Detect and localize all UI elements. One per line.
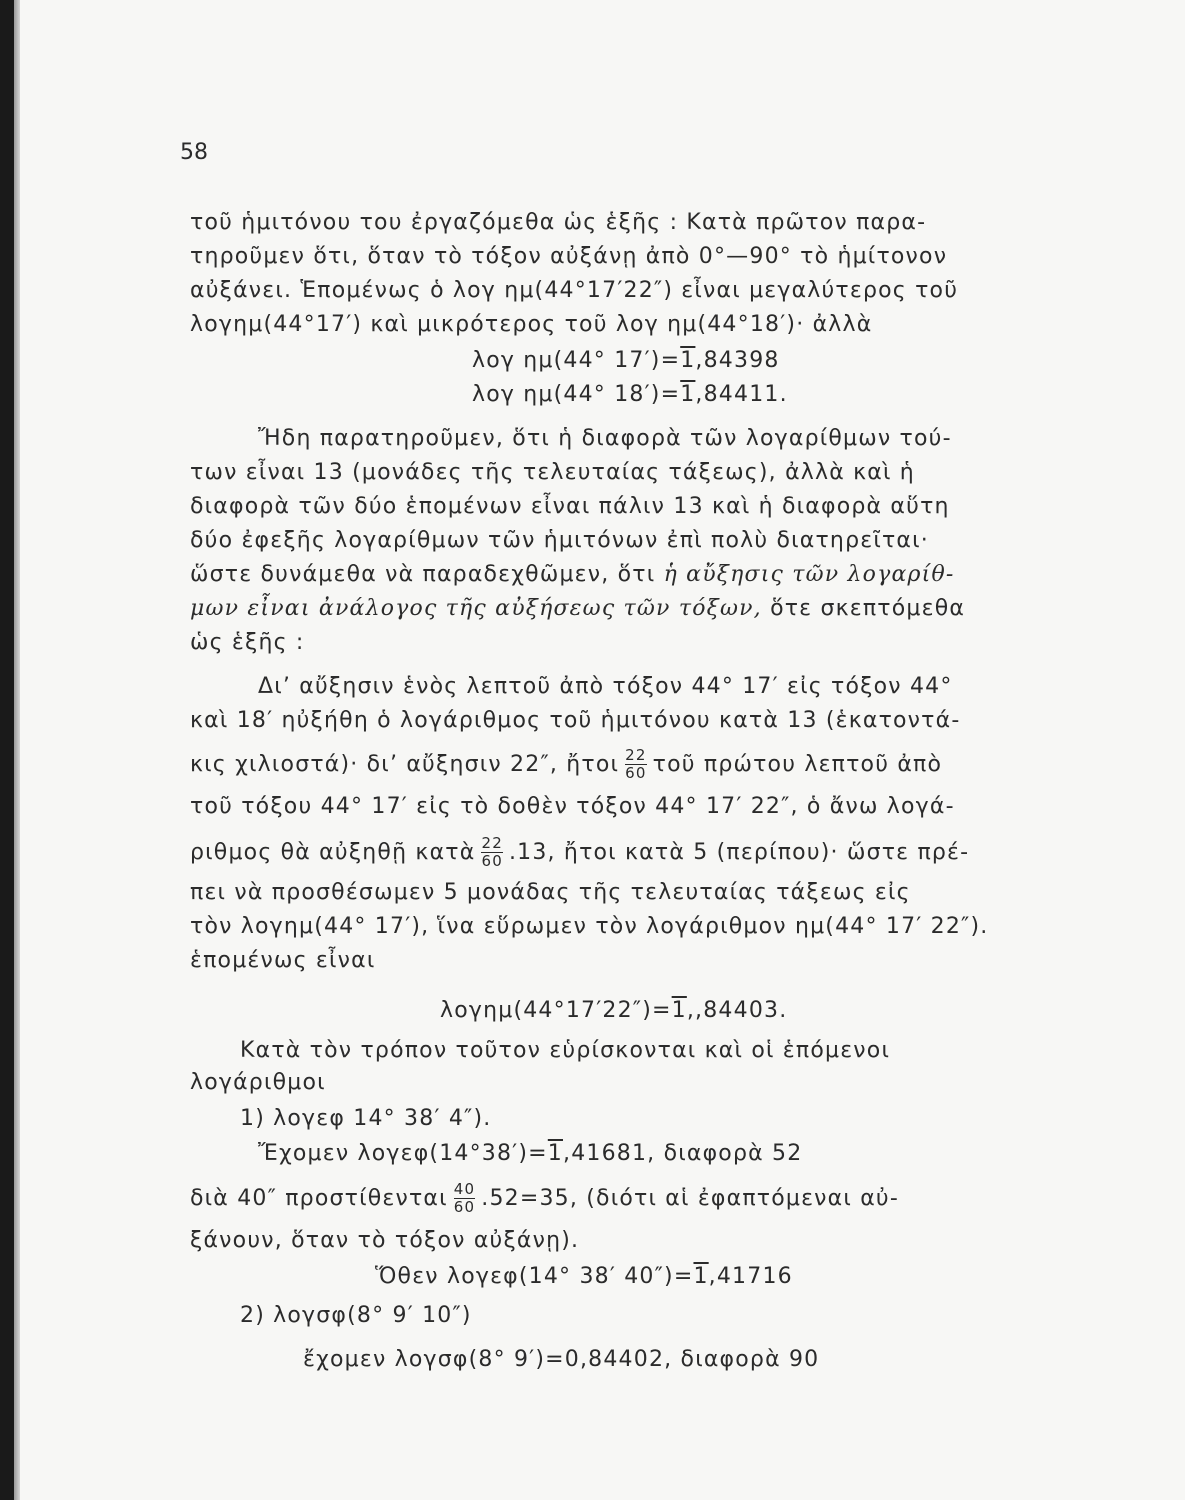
text-line: των εἶναι 13 (μονάδες τῆς τελευταίας τάξεως), ἀλλὰ καὶ ἡ: [190, 460, 915, 485]
italic-phrase: ἡ αὔξησις τῶν λογαρίθ-: [663, 562, 955, 587]
text-line: λογημ(44°17′) καὶ μικρότερος τοῦ λογ ημ(44°18′)· ἀλλὰ: [190, 312, 873, 337]
text-span: διὰ 40″ προστίθενται: [190, 1185, 448, 1211]
eq-prefix: λογ ημ(44° 17′)=: [472, 348, 681, 373]
eq-prefix: λογημ(44°17′22″)=: [440, 998, 672, 1023]
fraction-num: 40: [453, 1180, 476, 1198]
fraction-den: 60: [481, 851, 503, 870]
text-line: ξάνουν, ὅταν τὸ τόξον αὐξάνῃ).: [190, 1228, 580, 1253]
text-line: [190, 598, 965, 620]
fraction-den: 60: [453, 1197, 476, 1216]
eq-value: ,,84403.: [686, 998, 788, 1023]
text-line: τοῦ τόξου 44° 17′ εἰς τὸ δοθὲν τόξον 44° 17′ 22″, ὁ ἄνω λογά-: [190, 794, 955, 819]
page-number: 58: [180, 140, 208, 165]
text-line: [190, 564, 955, 586]
text-line: καὶ 18′ ηὐξήθη ὁ λογάριθμος τοῦ ἡμιτόνου κατὰ 13 (ἑκατοντά-: [190, 708, 961, 733]
fraction-num: 22: [481, 834, 503, 852]
eq-value: ,84398: [695, 348, 780, 373]
eq-bar: 1: [671, 998, 687, 1023]
list-item: 1) λογεφ 14° 38′ 4″).: [240, 1106, 492, 1131]
text-line: πει νὰ προσθέσωμεν 5 μονάδας τῆς τελευταίας τάξεως εἰς: [190, 880, 911, 905]
fraction-num: 22: [625, 746, 647, 764]
text-line: τοῦ ἡμιτόνου του ἐργαζόμεθα ὡς ἑξῆς : Κατὰ πρῶτον παρα-: [190, 210, 927, 235]
text-span: ριθμος θὰ αὐξηθῇ κατὰ: [190, 839, 476, 865]
equation: [440, 1000, 787, 1022]
text-span: ὥστε δυνάμεθα νὰ παραδεχθῶμεν, ὅτι: [190, 562, 656, 587]
fraction: [454, 1182, 476, 1216]
eq-bar: 1: [693, 1264, 709, 1289]
fraction: [481, 836, 503, 870]
text-line: Δι’ αὔξησιν ἑνὸς λεπτοῦ ἀπὸ τόξον 44° 17′ εἰς τόξον 44°: [258, 674, 953, 699]
text-line: τὸν λογημ(44° 17′), ἵνα εὕρωμεν τὸν λογάριθμον ημ(44° 17′ 22″).: [190, 914, 989, 939]
eq-value: ,41716: [708, 1264, 793, 1289]
text-line: δύο ἐφεξῆς λογαρίθμων τῶν ἡμιτόνων ἐπὶ πολὺ διατηρεῖται·: [190, 528, 929, 553]
text-line: ἔχομεν λογσφ(8° 9′)=0,84402, διαφορὰ 90: [303, 1347, 820, 1372]
text-line: Ἤδη παρατηροῦμεν, ὅτι ἡ διαφορὰ τῶν λογαρίθμων τού-: [258, 426, 952, 451]
text-line: αὐξάνει. Ἑπομένως ὁ λογ ημ(44°17′22″) εἶναι μεγαλύτερος τοῦ: [190, 278, 959, 303]
text-line: [190, 836, 969, 870]
eq-bar: 1: [680, 348, 696, 373]
text-span: ὅτε σκεπτόμεθα: [770, 596, 966, 621]
scan-edge: [0, 0, 14, 1500]
eq-bar: 1: [680, 382, 696, 407]
eq-prefix: Ὅθεν λογεφ(14° 38′ 40″)=: [375, 1264, 694, 1289]
eq-prefix: λογ ημ(44° 18′)=: [472, 382, 681, 407]
text-line: διαφορὰ τῶν δύο ἑπομένων εἶναι πάλιν 13 καὶ ἡ διαφορὰ αὕτη: [190, 494, 950, 519]
eq-prefix: Ἔχομεν λογεφ(14°38′)=: [258, 1141, 548, 1166]
text-line: ὡς ἑξῆς :: [190, 630, 305, 655]
fraction: [625, 748, 647, 782]
text-line: Κατὰ τὸν τρόπον τοῦτον εὑρίσκονται καὶ οἱ ἑπόμενοι: [240, 1038, 891, 1063]
equation: [472, 350, 780, 372]
text-span: κις χιλιοστά)· δι’ αὔξησιν 22″, ἤτοι: [190, 751, 620, 777]
italic-phrase: μων εἶναι ἀνάλογος τῆς αὐξήσεως τῶν τόξων,: [190, 596, 762, 621]
text-span: .52=35, (διότι αἱ ἐφαπτόμεναι αὐ-: [481, 1185, 899, 1211]
eq-value: ,41681, διαφορὰ 52: [563, 1141, 803, 1166]
text-span: τοῦ πρώτου λεπτοῦ ἀπὸ: [652, 751, 943, 777]
eq-bar: 1: [547, 1141, 563, 1166]
equation: [472, 384, 788, 406]
text-line: ἑπομένως εἶναι: [190, 948, 376, 973]
list-item: 2) λογσφ(8° 9′ 10″): [240, 1303, 472, 1328]
equation: [258, 1143, 802, 1165]
fraction-den: 60: [625, 763, 647, 782]
text-line: λογάριθμοι: [190, 1070, 326, 1095]
text-line: [190, 1182, 899, 1216]
equation: [375, 1266, 793, 1288]
text-span: .13, ἤτοι κατὰ 5 (περίπου)· ὥστε πρέ-: [508, 839, 970, 865]
text-line: [190, 748, 942, 782]
eq-value: ,84411.: [695, 382, 788, 407]
text-line: τηροῦμεν ὅτι, ὅταν τὸ τόξον αὐξάνῃ ἀπὸ 0°—90° τὸ ἡμίτονον: [190, 244, 948, 269]
